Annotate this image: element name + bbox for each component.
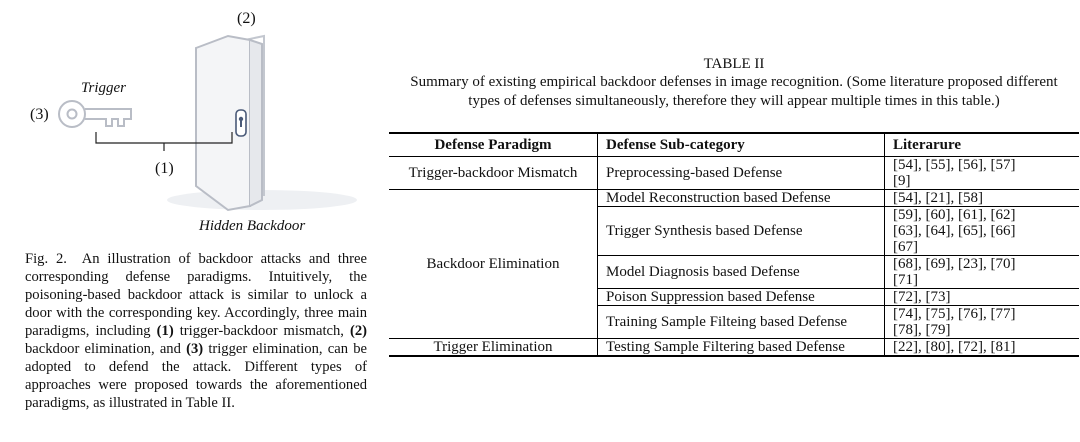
subcategory-cell: Trigger Synthesis based Defense xyxy=(598,207,885,256)
label-paradigm-2: (2) xyxy=(237,10,256,27)
backdoor-illustration xyxy=(0,0,380,245)
literature-line: [22], [80], [72], [81] xyxy=(893,339,1016,355)
literature-cell xyxy=(885,157,1080,190)
literature-cell xyxy=(885,190,1080,207)
subcategory-cell: Model Reconstruction based Defense xyxy=(598,190,885,207)
caption-text-4: trigger elimination, can be adopted to defend the attack. Different types of approaches were proposed towards the aforementioned paradigms, as illustrated in Table II. xyxy=(25,341,367,411)
header-paradigm: Defense Paradigm xyxy=(389,133,598,157)
caption-text-1: An illustration of backdoor attacks and three corresponding defense paradigms. Intuitively, the poisoning-based backdoor attack is similar to unlock a door with the corresponding key. Accordingly, three main paradigms, including xyxy=(25,251,367,339)
paradigm-cell: Trigger Elimination xyxy=(389,339,598,357)
literature-line: [59], [60], [61], [62] xyxy=(893,207,1016,223)
literature-line: [9] xyxy=(893,173,911,189)
hidden-backdoor-label: Hidden Backdoor xyxy=(199,218,306,234)
header-subcategory: Defense Sub-category xyxy=(598,133,885,157)
subcategory-cell: Training Sample Filteing based Defense xyxy=(598,306,885,339)
literature-cell xyxy=(885,289,1080,306)
door-edge xyxy=(250,40,262,206)
table-description: Summary of existing empirical backdoor defenses in image recognition. (Some literature proposed different types of defenses simultaneously, therefore they will appear multiple times in this table.) xyxy=(410,74,1058,109)
caption-num-1: (1) xyxy=(156,323,174,339)
literature-line: [71] xyxy=(893,272,918,288)
subcategory-cell: Preprocessing-based Defense xyxy=(598,157,885,190)
literature-line: [78], [79] xyxy=(893,322,951,338)
literature-line: [68], [69], [23], [70] xyxy=(893,256,1016,272)
literature-cell xyxy=(885,207,1080,256)
trigger-label: Trigger xyxy=(81,80,127,96)
table-row xyxy=(389,190,1079,207)
paradigm-cell: Backdoor Elimination xyxy=(389,190,598,339)
literature-line: [54], [55], [56], [57] xyxy=(893,157,1016,173)
literature-line: [74], [75], [76], [77] xyxy=(893,306,1016,322)
subcategory-cell: Model Diagnosis based Defense xyxy=(598,256,885,289)
literature-line: [63], [64], [65], [66] xyxy=(893,223,1016,239)
key-icon xyxy=(59,101,131,127)
literature-cell xyxy=(885,306,1080,339)
table-row xyxy=(389,157,1079,190)
literature-line: [54], [21], [58] xyxy=(893,190,983,206)
table-row xyxy=(389,339,1079,357)
literature-line: [67] xyxy=(893,239,918,255)
literature-cell xyxy=(885,256,1080,289)
figure-caption xyxy=(25,250,367,412)
header-literature: Literarure xyxy=(885,133,1080,157)
caption-num-2: (2) xyxy=(349,323,368,339)
paradigm-cell: Trigger-backdoor Mismatch xyxy=(389,157,598,190)
caption-text-3: backdoor elimination, and xyxy=(25,341,181,357)
literature-line: [72], [73] xyxy=(893,289,951,305)
label-paradigm-3: (3) xyxy=(30,106,49,123)
subcategory-cell: Testing Sample Filtering based Defense xyxy=(598,339,885,357)
label-paradigm-1: (1) xyxy=(155,160,174,177)
literature-cell xyxy=(885,339,1080,357)
caption-lead: Fig. 2. xyxy=(25,251,67,267)
defense-summary-table xyxy=(389,132,1079,357)
table-header-row xyxy=(389,133,1079,157)
caption-num-3: (3) xyxy=(186,341,204,357)
figure-graphic xyxy=(0,0,380,245)
subcategory-cell: Poison Suppression based Defense xyxy=(598,289,885,306)
caption-text-2: trigger-backdoor mismatch, xyxy=(179,323,344,339)
table-title: TABLE II xyxy=(703,56,765,72)
